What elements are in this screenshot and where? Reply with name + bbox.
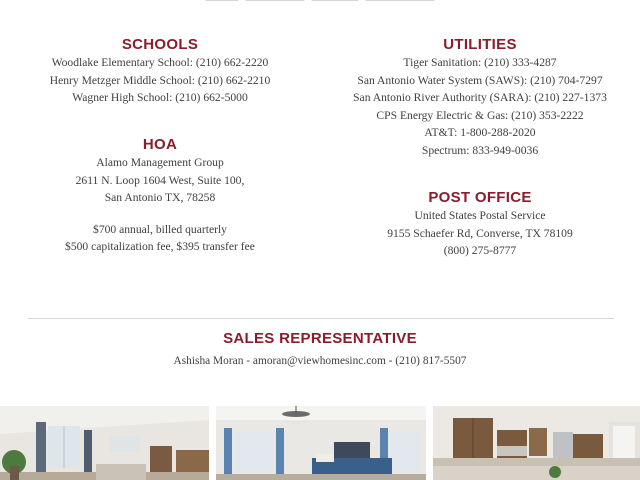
utility-line: AT&T: 1-800-288-2020 [424,126,536,140]
sales-contact-line: Ashisha Moran - amoran@viewhomesinc.com - (210) 817-5507 [173,355,467,367]
schools-section [0,36,320,107]
post-office-line: (800) 275-8777 [443,244,517,258]
utility-line: San Antonio River Authority (SARA): (210) 227-1373 [353,91,607,105]
bedroom-photo [216,406,426,480]
hoa-address-line: 2611 N. Loop 1604 West, Suite 100, [75,173,245,187]
schools-heading: SCHOOLS [121,36,199,53]
hoa-address-line: San Antonio TX, 78258 [104,191,216,205]
utility-line: San Antonio Water System (SAWS): (210) 704-7297 [357,73,603,87]
sales-representative-section [0,330,640,371]
post-office-line: United States Postal Service [414,209,546,222]
section-divider [28,318,614,319]
kitchen-photo [433,406,640,480]
school-line: Woodlake Elementary School: (210) 662-2220 [51,56,269,69]
living-room-photo [0,406,209,480]
utility-line: Spectrum: 833-949-0036 [421,143,539,157]
school-line: Wagner High School: (210) 662-5000 [72,91,248,105]
utilities-section [320,36,640,160]
school-line: Henry Metzger Middle School: (210) 662-2210 [49,73,271,87]
post-office-heading: POST OFFICE [428,189,532,206]
utility-line: Tiger Sanitation: (210) 333-4287 [403,56,557,69]
post-office-section [320,189,640,260]
hoa-heading: HOA [142,136,178,153]
hoa-fee-line: $500 capitalization fee, $395 transfer fee [65,240,255,254]
cropped-heading-remnant [190,0,450,5]
utilities-heading: UTILITIES [443,36,517,53]
post-office-line: 9155 Schaefer Rd, Converse, TX 78109 [387,226,573,240]
hoa-section [0,136,320,256]
sales-heading: SALES REPRESENTATIVE [223,330,417,347]
hoa-address-line: Alamo Management Group [96,156,224,169]
utility-line: CPS Energy Electric & Gas: (210) 353-2222 [376,108,584,122]
hoa-fee-line: $700 annual, billed quarterly [93,222,227,236]
